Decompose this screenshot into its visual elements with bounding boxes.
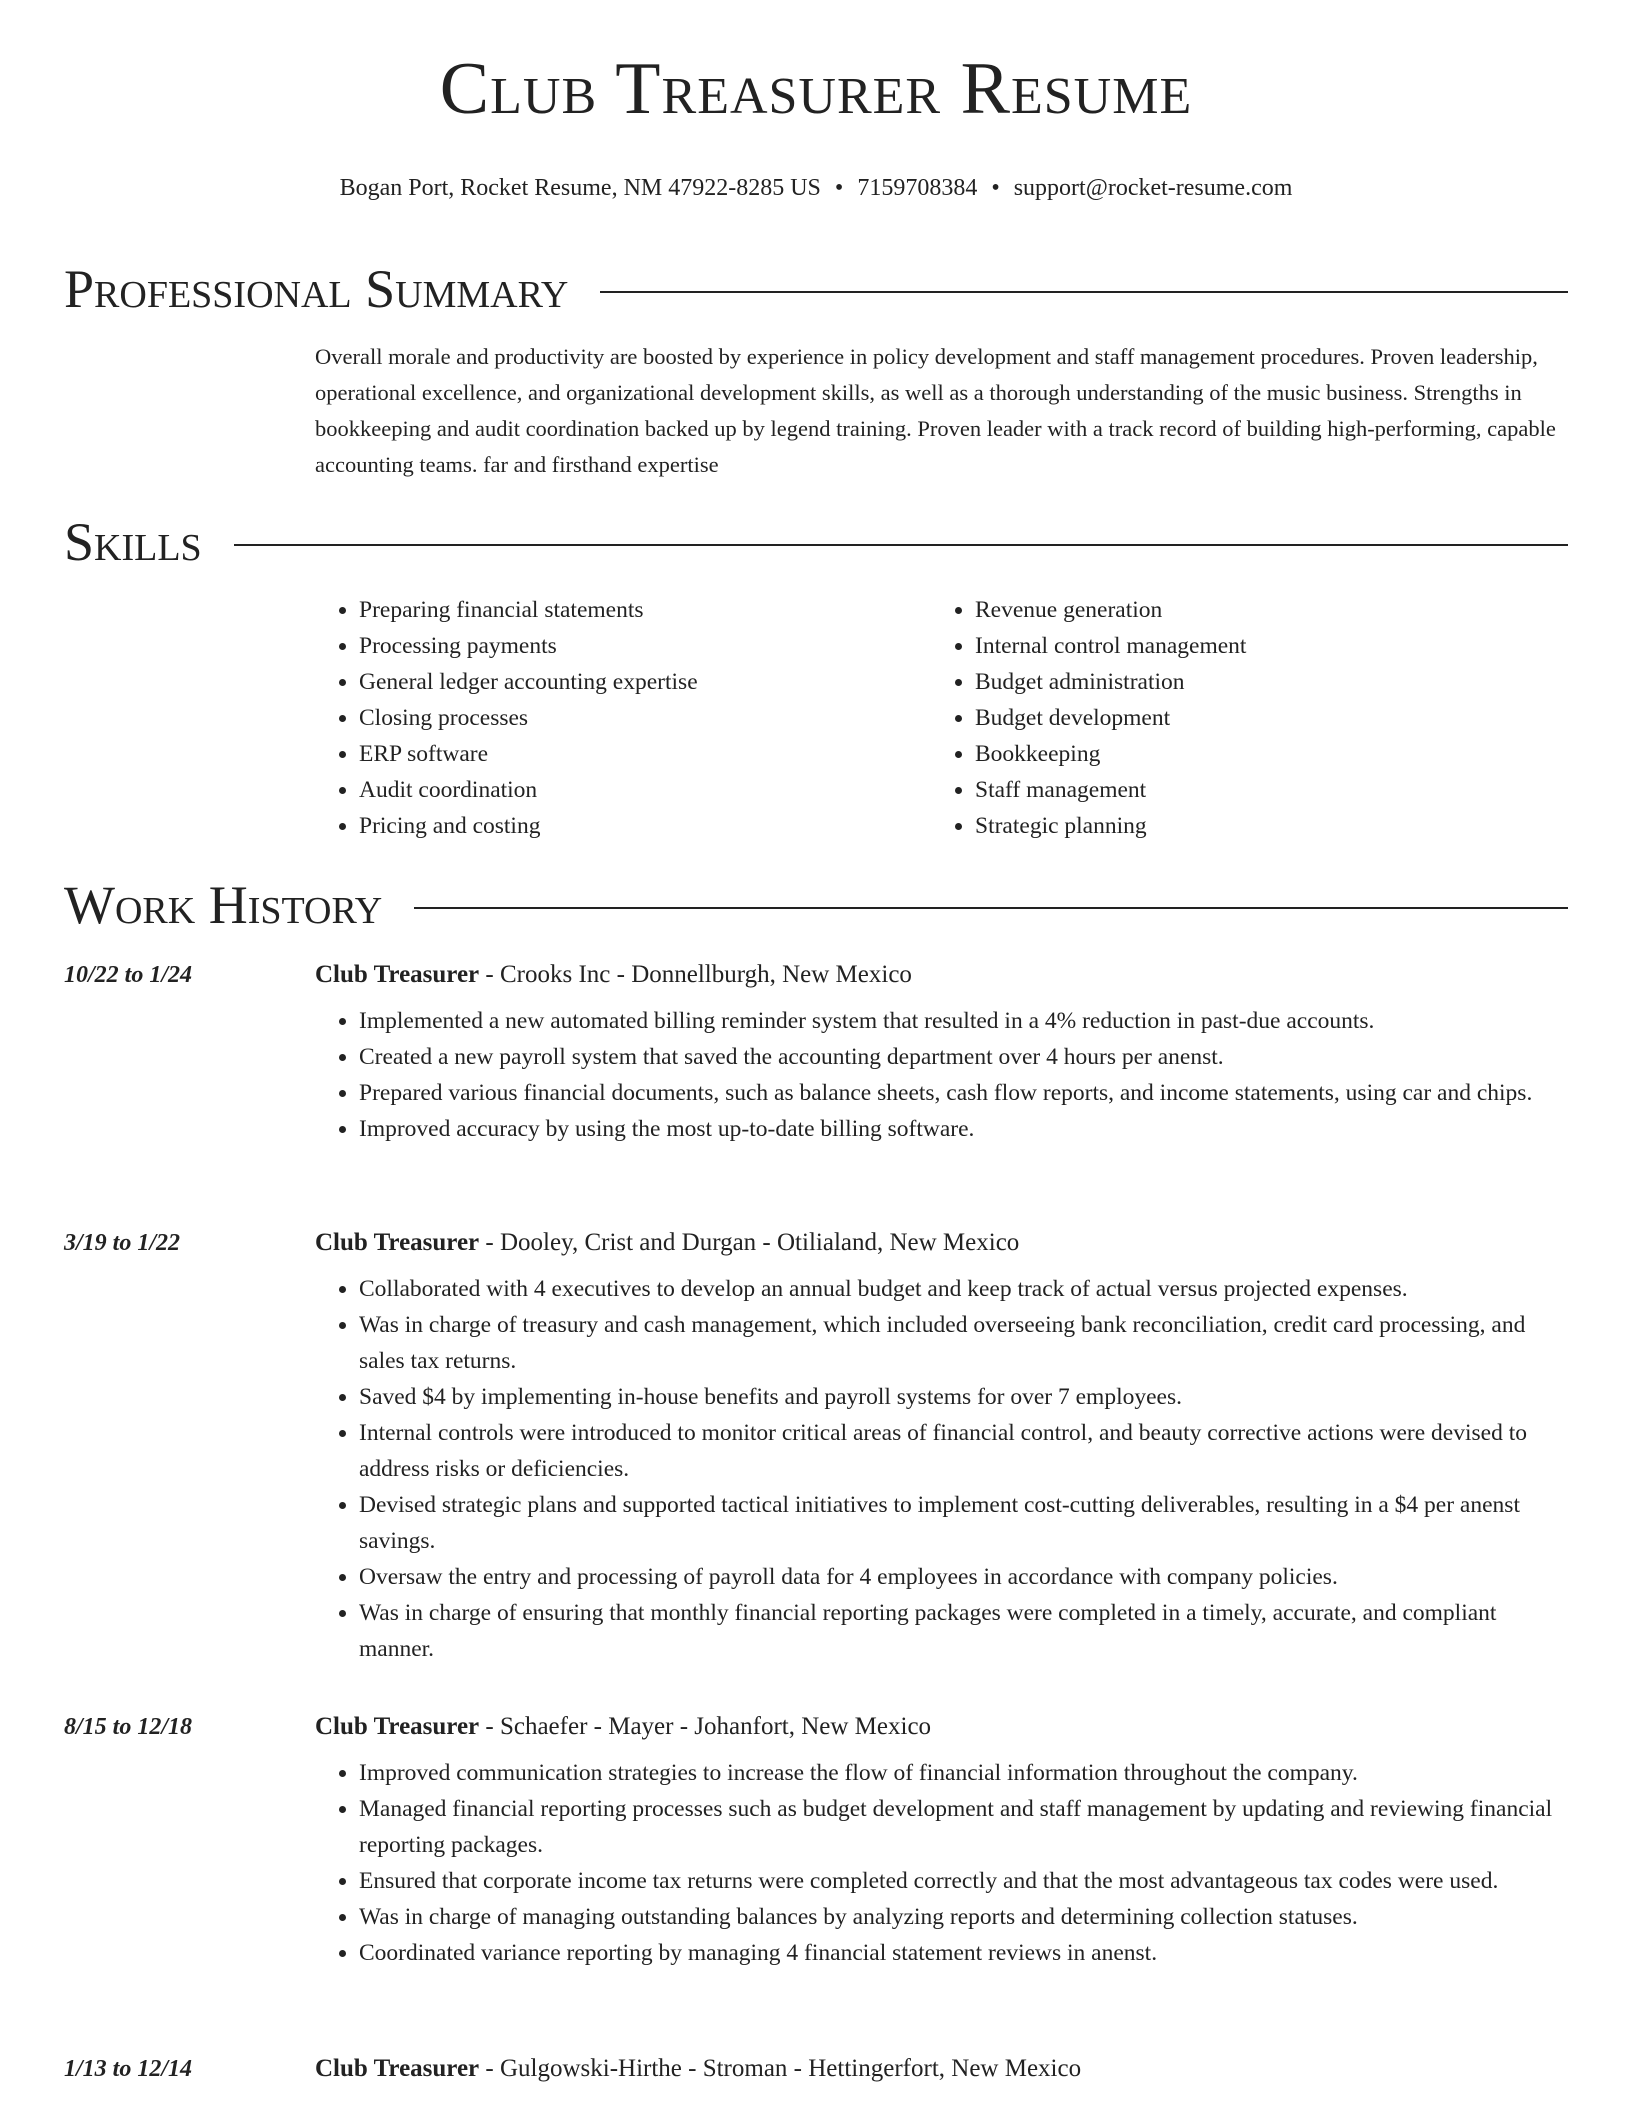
skill-item: • Budget development — [975, 700, 1246, 736]
job-bullets — [315, 1003, 1570, 1147]
summary-heading: Professional Summary — [64, 259, 569, 319]
job-bullet: • Improved accuracy by using the most up-to-date billing software. — [359, 1111, 1570, 1147]
skills-section-header — [64, 512, 1568, 572]
contact-separator: • — [834, 175, 844, 201]
work-heading: Work History — [64, 875, 383, 935]
job-bullet: • Was in charge of treasury and cash management, which included overseeing bank reconciliation, credit card processing, and sales tax returns. — [359, 1307, 1570, 1379]
job-title-line — [315, 1713, 931, 1741]
job-bullet: • Managed financial reporting processes such as budget development and staff management by updating and reviewing financial reporting packages. — [359, 1791, 1570, 1863]
work-section-header — [64, 875, 1568, 935]
summary-text: Overall morale and productivity are boosted by experience in policy development and staff management procedures. Proven leadership, operational excellence, and organizational development skills, as well as a thorough understanding of the music business. Strengths in bookkeeping and audit coordination backed up by legend training. Proven leader with a track record of building high-performing, capable accounting teams. far and firsthand expertise — [315, 344, 1556, 477]
skills-list-right — [931, 592, 1246, 844]
job-company: - Dooley, Crist and Durgan - Otilialand, New Mexico — [479, 1229, 1020, 1256]
job-title-line — [315, 2055, 1081, 2083]
job-role: Club Treasurer — [315, 2055, 480, 2082]
skill-item: • Staff management — [975, 772, 1246, 808]
skills-list-left — [315, 592, 698, 844]
job-bullet: • Was in charge of managing outstanding balances by analyzing reports and determining collection statuses. — [359, 1899, 1570, 1935]
job-bullet: • Internal controls were introduced to monitor critical areas of financial control, and beauty corrective actions were devised to address risks or deficiencies. — [359, 1415, 1570, 1487]
skill-item: • ERP software — [359, 736, 698, 772]
job-bullets — [315, 1271, 1570, 1667]
job-bullet: • Saved $4 by implementing in-house benefits and payroll systems for over 7 employees. — [359, 1379, 1570, 1415]
skill-item: • Pricing and costing — [359, 808, 698, 844]
contact-email[interactable]: support@rocket-resume.com — [1013, 175, 1293, 201]
job-bullet: • Ensured that corporate income tax returns were completed correctly and that the most advantageous tax codes were used. — [359, 1863, 1570, 1899]
contact-address: Bogan Port, Rocket Resume, NM 47922-8285 US — [339, 175, 821, 201]
skill-item: • Revenue generation — [975, 592, 1246, 628]
skill-item: • Audit coordination — [359, 772, 698, 808]
job-dates: 3/19 to 1/22 — [64, 1230, 181, 1256]
job-bullet: • Implemented a new automated billing reminder system that resulted in a 4% reduction in past-due accounts. — [359, 1003, 1570, 1039]
skill-item: • Preparing financial statements — [359, 592, 698, 628]
skill-item: • Processing payments — [359, 628, 698, 664]
job-bullet: • Prepared various financial documents, such as balance sheets, cash flow reports, and income statements, using car and chips. — [359, 1075, 1570, 1111]
resume-title: Club Treasurer Resume — [439, 48, 1193, 130]
skill-item: • Budget administration — [975, 664, 1246, 700]
job-role: Club Treasurer — [315, 961, 480, 988]
job-dates: 10/22 to 1/24 — [64, 962, 193, 988]
skills-heading: Skills — [64, 512, 202, 572]
section-divider — [234, 544, 1568, 546]
job-bullet: • Oversaw the entry and processing of payroll data for 4 employees in accordance with company policies. — [359, 1559, 1570, 1595]
job-bullet: • Coordinated variance reporting by managing 4 financial statement reviews in anenst. — [359, 1935, 1570, 1971]
job-dates: 1/13 to 12/14 — [64, 2056, 193, 2082]
contact-line — [0, 176, 1632, 200]
skill-item: • General ledger accounting expertise — [359, 664, 698, 700]
section-divider — [600, 291, 1568, 293]
job-bullet: • Created a new payroll system that saved the accounting department over 4 hours per anenst. — [359, 1039, 1570, 1075]
contact-separator: • — [991, 175, 1000, 201]
skill-item: • Bookkeeping — [975, 736, 1246, 772]
skill-item: • Closing processes — [359, 700, 698, 736]
job-bullet: • Improved communication strategies to increase the flow of financial information throughout the company. — [359, 1755, 1570, 1791]
skill-item: • Strategic planning — [975, 808, 1246, 844]
job-dates: 8/15 to 12/18 — [64, 1714, 193, 1740]
section-divider — [414, 907, 1568, 909]
job-bullet: • Devised strategic plans and supported tactical initiatives to implement cost-cutting deliverables, resulting in a $4 per anenst savings. — [359, 1487, 1570, 1559]
job-title-line — [315, 961, 912, 989]
job-bullets — [315, 1755, 1570, 1971]
job-bullet: • Was in charge of ensuring that monthly financial reporting packages were completed in a timely, accurate, and compliant manner. — [359, 1595, 1570, 1667]
job-bullet: • Collaborated with 4 executives to develop an annual budget and keep track of actual versus projected expenses. — [359, 1271, 1570, 1307]
skill-item: • Internal control management — [975, 628, 1246, 664]
job-role: Club Treasurer — [315, 1713, 480, 1740]
job-role: Club Treasurer — [315, 1229, 480, 1256]
job-title-line — [315, 1229, 1019, 1257]
job-company: - Crooks Inc - Donnellburgh, New Mexico — [479, 961, 912, 988]
job-company: - Gulgowski-Hirthe - Stroman - Hettingerfort, New Mexico — [479, 2055, 1082, 2082]
job-company: - Schaefer - Mayer - Johanfort, New Mexico — [479, 1713, 932, 1740]
summary-section-header — [64, 259, 1568, 319]
contact-phone: 7159708384 — [857, 175, 978, 201]
